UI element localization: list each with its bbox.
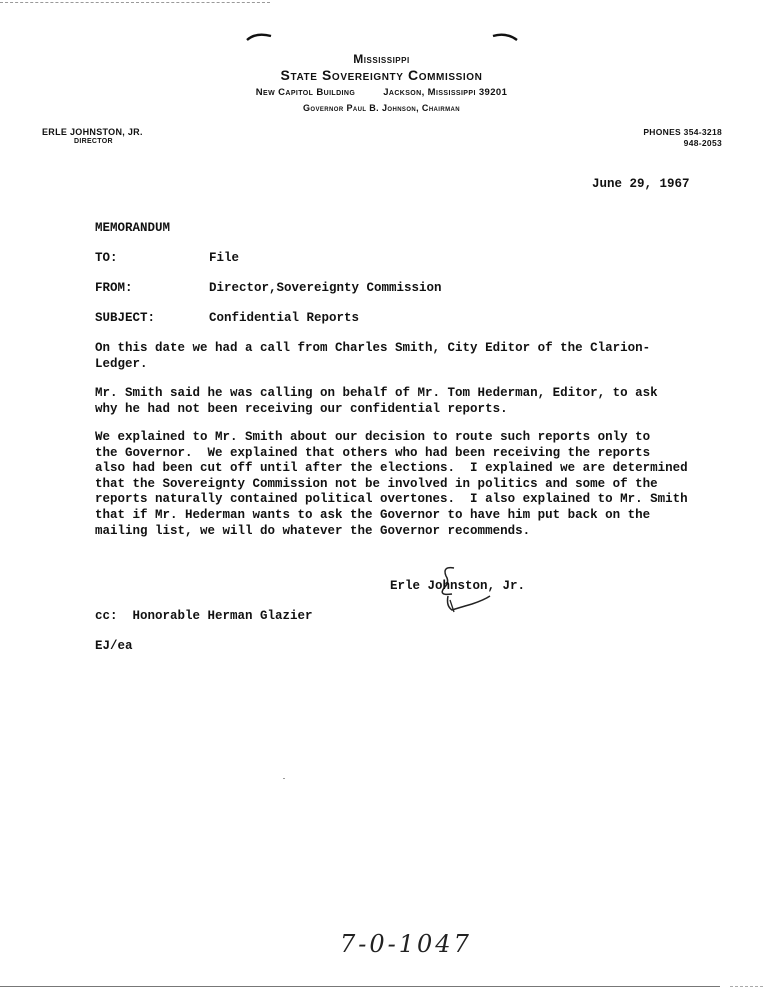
bottom-edge-dashes [730, 986, 763, 987]
paragraph-line: reports naturally contained political overtones. I also explained to Mr. Smith [95, 492, 688, 507]
phone-line-1: PHONES 354-3218 [643, 127, 722, 137]
director-name: ERLE JOHNSTON, JR. [42, 127, 143, 137]
typist-initials: EJ/ea [95, 639, 133, 653]
paragraph-line: why he had not been receiving our confidential reports. [95, 401, 508, 416]
paragraph-line: We explained to Mr. Smith about our decision to route such reports only to [95, 430, 651, 444]
paragraph-1 [95, 341, 705, 372]
subject-value: Confidential Reports [209, 311, 360, 325]
letterhead-governor: Governor Paul B. Johnson, Chairman [303, 103, 460, 113]
letterhead-building: New Capitol Building [255, 87, 356, 98]
document-stamp-number: 7-0-1047 [340, 930, 472, 958]
paragraph-line: Ledger. [95, 356, 148, 371]
memo-date: June 29, 1967 [592, 177, 690, 191]
subject-label: SUBJECT: [95, 311, 156, 325]
letterhead-state: Mississippi [353, 52, 410, 66]
stray-mark [283, 778, 285, 779]
paragraph-line: that the Sovereignty Commission not be involved in politics and some of the [95, 476, 658, 491]
paragraph-2 [95, 386, 705, 417]
letterhead-address [0, 87, 763, 98]
to-label: TO: [95, 251, 118, 265]
paragraph-line: the Governor. We explained that others who had been receiving the reports [95, 445, 651, 460]
signature-name: Erle Johnston, Jr. [390, 579, 526, 593]
letterhead-city: Jackson, Mississippi 39201 [383, 87, 508, 98]
paragraph-line: that if Mr. Hederman wants to ask the Governor to have him put back on the [95, 507, 651, 522]
cc-line: cc: Honorable Herman Glazier [95, 609, 313, 623]
paragraph-line: mailing list, we will do whatever the Governor recommends. [95, 523, 531, 538]
paragraph-line: also had been cut off until after the elections. I explained we are determined [95, 461, 688, 476]
memo-heading: MEMORANDUM [95, 221, 171, 235]
bottom-edge-line [0, 986, 720, 987]
director-title: DIRECTOR [74, 138, 113, 145]
paragraph-line: On this date we had a call from Charles Smith, City Editor of the Clarion- [95, 341, 651, 355]
from-value: Director,Sovereignty Commission [209, 281, 442, 295]
letterhead-swoosh-left-icon [246, 30, 272, 42]
to-value: File [209, 251, 240, 265]
paragraph-3 [95, 430, 705, 539]
from-label: FROM: [95, 281, 133, 295]
phone-line-2: 948-2053 [683, 138, 722, 148]
top-edge-dashes [0, 2, 270, 3]
paragraph-line: Mr. Smith said he was calling on behalf of Mr. Tom Hederman, Editor, to ask [95, 386, 658, 400]
letterhead-agency: State Sovereignty Commission [280, 67, 483, 83]
letterhead-swoosh-right-icon [492, 30, 518, 42]
